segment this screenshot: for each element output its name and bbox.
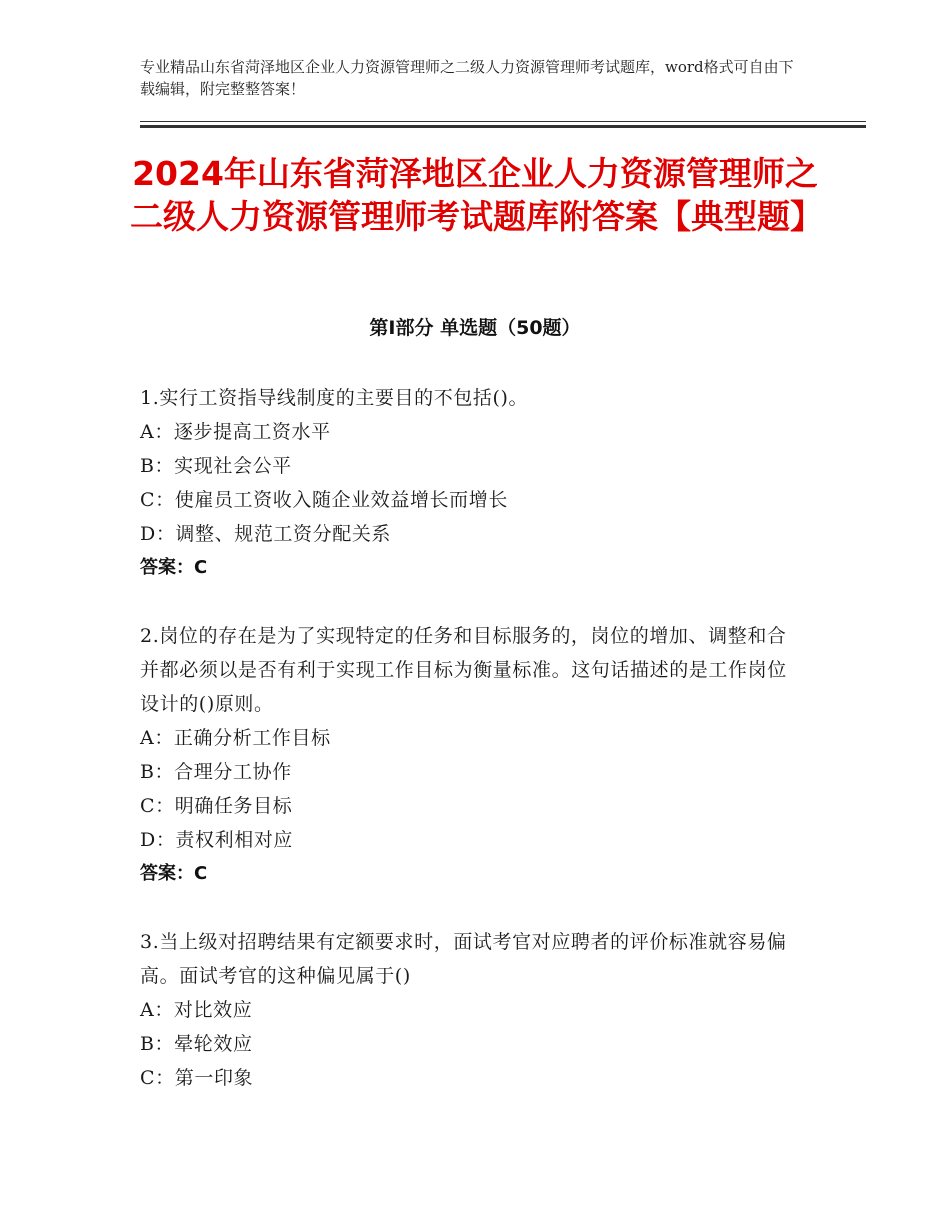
option-d: D：调整、规范工资分配关系	[140, 523, 392, 545]
question-item	[140, 381, 805, 585]
option-d: D：责权利相对应	[140, 829, 294, 851]
question-stem: 2.岗位的存在是为了实现特定的任务和目标服务的，岗位的增加、调整和合并都必须以是否有利于实现工作目标为衡量标准。这句话描述的是工作岗位设计的()原则。	[140, 625, 787, 715]
question-item	[140, 619, 805, 891]
question-stem: 3.当上级对招聘结果有定额要求时，面试考官对应聘者的评价标准就容易偏高。面试考官的这种偏见属于()	[140, 931, 787, 987]
option-c: C：使雇员工资收入随企业效益增长而增长	[140, 489, 508, 511]
question-item	[140, 925, 805, 1095]
option-c: C：明确任务目标	[140, 795, 293, 817]
option-a: A：正确分析工作目标	[140, 727, 331, 749]
question-stem: 1.实行工资指导线制度的主要目的不包括()。	[140, 387, 529, 409]
option-b: B：晕轮效应	[140, 1033, 253, 1055]
option-c: C：第一印象	[140, 1067, 254, 1089]
question-list	[140, 381, 805, 1129]
option-b: B：实现社会公平	[140, 455, 292, 477]
answer-line: 答案：C	[140, 863, 208, 884]
section-heading: 第Ⅰ部分 单选题（50题）	[369, 317, 581, 339]
answer-line: 答案：C	[140, 557, 208, 578]
document-title: 2024年山东省菏泽地区企业人力资源管理师之二级人力资源管理师考试题库附答案【典型题】	[130, 154, 823, 236]
header-divider-thick	[140, 125, 866, 128]
header-note: 专业精品山东省菏泽地区企业人力资源管理师之二级人力资源管理师考试题库，word格式可自由下载编辑，附完整整答案！	[140, 58, 794, 98]
option-b: B：合理分工协作	[140, 761, 292, 783]
option-a: A：逐步提高工资水平	[140, 421, 331, 443]
option-a: A：对比效应	[140, 999, 253, 1021]
header-divider-thin	[140, 121, 866, 122]
